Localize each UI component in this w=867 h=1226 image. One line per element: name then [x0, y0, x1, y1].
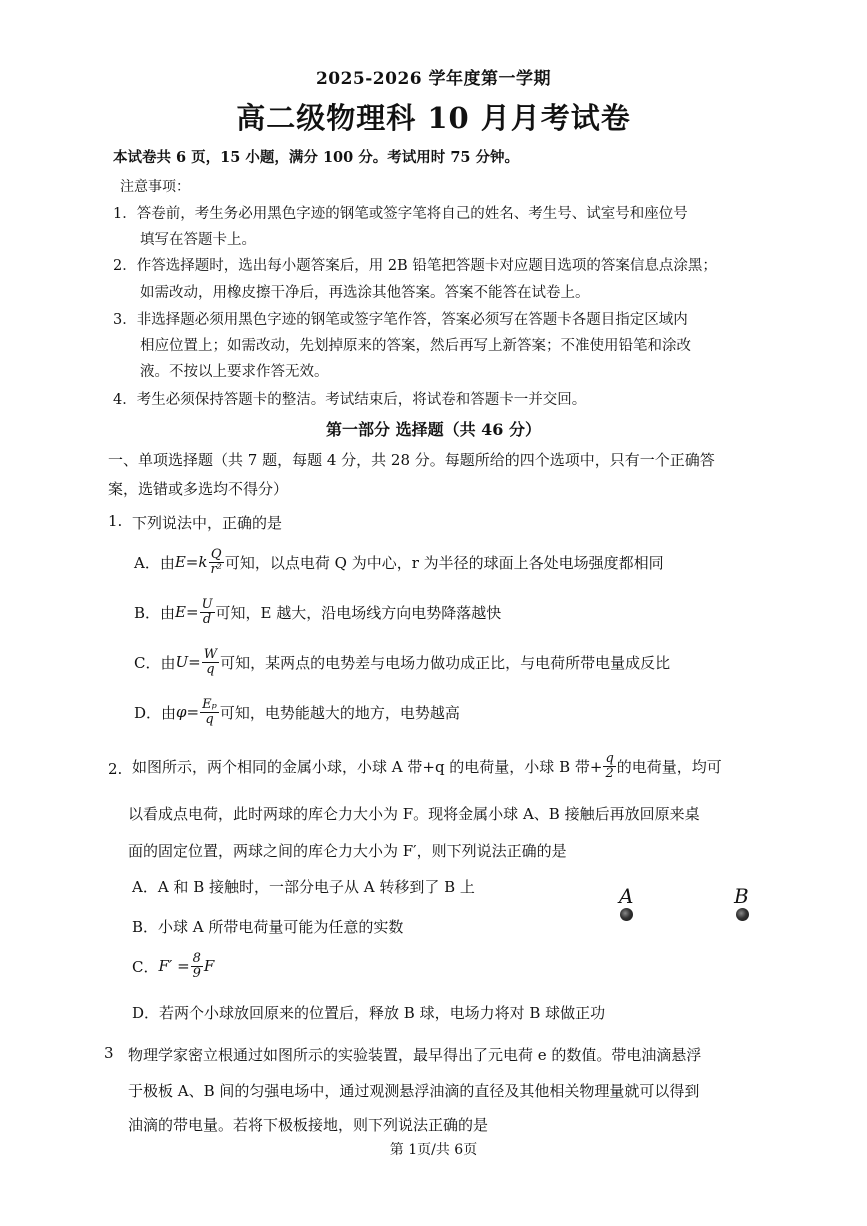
notice-heading: 注意事项：	[120, 179, 190, 195]
notice-line-2b: 如需改动，用橡皮擦干净后，再选涂其他答案。答案不能答在试卷上。	[140, 285, 590, 301]
ball-b-label: B	[734, 884, 749, 908]
q2-c-fraction	[191, 952, 203, 980]
q2-denominator: 2	[605, 765, 614, 781]
q1-option-d	[134, 698, 460, 726]
section-title: 第一部分 选择题（共 46 分）	[326, 420, 541, 439]
q1-d-fraction	[200, 698, 219, 726]
q2-option-a: A．A 和 B 接触时，一部分电子从 A 转移到了 B 上	[132, 878, 475, 896]
q1-a-equals: =	[185, 553, 199, 572]
q2-line-1-a: 如图所示，两个相同的金属小球，小球 A 带+q 的电荷量，小球 B 带+	[132, 757, 603, 776]
q2-line-2: 以看成点电荷，此时两球的库仑力大小为 F。现将金属小球 A、B 接触后再放回原来桌	[128, 805, 700, 823]
q1-a-numerator: Q	[210, 547, 222, 562]
q1-c-numerator: W	[203, 647, 218, 662]
ball-b	[736, 908, 749, 921]
page-footer: 第 1页/共 6页	[389, 1142, 478, 1158]
q1-a-k: k	[198, 553, 208, 572]
q1-option-c	[134, 648, 670, 676]
q2-line-1-b: 的电荷量，均可	[616, 757, 722, 776]
q2-line-3: 面的固定位置，两球之间的库仑力大小为 F′，则下列说法正确的是	[128, 842, 567, 860]
q3-line-2: 于极板 A、B 间的匀强电场中，通过观测悬浮油滴的直径及其他相关物理量就可以得到	[128, 1082, 700, 1100]
q1-a-fraction	[208, 548, 223, 576]
section-instructions-1: 一、单项选择题（共 7 题，每题 4 分，共 28 分。每题所给的四个选项中，只有一个正确答	[108, 451, 715, 469]
notice-line-1: 1．答卷前，考生务必用黑色字迹的钢笔或签字笔将自己的姓名、考生号、试室号和座位号	[113, 206, 688, 222]
q2-c-prefix: C．	[132, 957, 159, 976]
ball-a	[620, 908, 633, 921]
exam-info: 本试卷共 6 页，15 小题，满分 100 分。考试用时 75 分钟。	[113, 149, 520, 166]
q1-a-lhs: E	[174, 553, 186, 572]
q1-b-lhs: E	[175, 603, 186, 622]
notice-line-3b: 相应位置上；如需改动，先划掉原来的答案，然后再写上新答案；不准使用铅笔和涂改	[140, 338, 691, 354]
q1-number: 1.	[108, 512, 123, 530]
q1-c-fraction	[202, 648, 219, 676]
term-title: 2025-2026 学年度第一学期	[315, 69, 552, 89]
q2-numerator: q	[605, 751, 614, 766]
notice-line-1b: 填写在答题卡上。	[140, 232, 256, 248]
q1-option-b	[134, 598, 501, 626]
q1-c-text: 可知，某两点的电势差与电场力做功成正比，与电荷所带电量成反比	[220, 653, 671, 672]
exam-title: 高二级物理科 10 月月考试卷	[236, 101, 631, 135]
q2-c-denominator: 9	[192, 965, 201, 981]
notice-line-4: 4．考生必须保持答题卡的整洁。考试结束后，将试卷和答题卡一并交回。	[113, 392, 587, 408]
q1-a-prefix: A．由	[134, 553, 175, 572]
q2-option-b: B．小球 A 所带电荷量可能为任意的实数	[132, 918, 404, 936]
notice-line-3: 3．非选择题必须用黑色字迹的钢笔或签字笔作答，答案必须写在答题卡各题目指定区域内	[113, 312, 688, 328]
q1-d-text: 可知，电势能越大的地方，电势越高	[219, 703, 460, 722]
ball-a-label: A	[619, 884, 634, 908]
q1-d-prefix: D．由	[134, 703, 177, 722]
q1-a-denominator: r²	[210, 561, 222, 577]
q2-c-suffix: F	[203, 957, 215, 976]
q1-b-equals: =	[185, 603, 199, 622]
q2-line-1	[132, 752, 722, 780]
q1-b-denominator: d	[202, 611, 212, 627]
section-instructions-2: 案，选错或多选均不得分）	[108, 480, 289, 498]
q1-d-equals: =	[186, 703, 200, 722]
q2-option-c	[132, 952, 214, 980]
q1-b-prefix: B．由	[134, 603, 176, 622]
q2-number: 2.	[108, 760, 123, 778]
notice-line-3c: 液。不按以上要求作答无效。	[140, 364, 329, 380]
q1-option-a	[134, 548, 664, 576]
q2-option-d: D．若两个小球放回原来的位置后，释放 B 球，电场力将对 B 球做正功	[132, 1004, 606, 1022]
q1-a-text: 可知，以点电荷 Q 为中心，r 为半径的球面上各处电场强度都相同	[224, 553, 664, 572]
q1-b-fraction	[200, 598, 215, 626]
q2-c-lhs: F′ =	[158, 957, 190, 976]
q2-fraction	[603, 752, 615, 780]
q1-b-text: 可知，E 越大，沿电场线方向电势降落越快	[215, 603, 502, 622]
q1-c-denominator: q	[206, 661, 215, 677]
notice-line-2: 2．作答选择题时，选出每小题答案后，用 2B 铅笔把答题卡对应题目选项的答案信息点涂黑；	[113, 258, 717, 274]
q1-c-equals: =	[188, 653, 201, 672]
q1-d-lhs: φ	[176, 703, 187, 722]
q1-c-prefix: C．由	[134, 653, 176, 672]
q1-stem: 下列说法中，正确的是	[132, 514, 283, 532]
q3-line-1: 物理学家密立根通过如图所示的实验装置，最早得出了元电荷 e 的数值。带电油滴悬浮	[128, 1046, 702, 1064]
q1-d-numerator: Eₚ	[202, 697, 217, 712]
q1-d-denominator: q	[205, 711, 214, 727]
q1-b-numerator: U	[201, 597, 213, 612]
q1-c-lhs: U	[175, 653, 189, 672]
q3-line-3: 油滴的带电量。若将下极板接地，则下列说法正确的是	[128, 1116, 489, 1134]
q3-number: 3	[104, 1044, 114, 1062]
q2-c-numerator: 8	[192, 951, 201, 966]
